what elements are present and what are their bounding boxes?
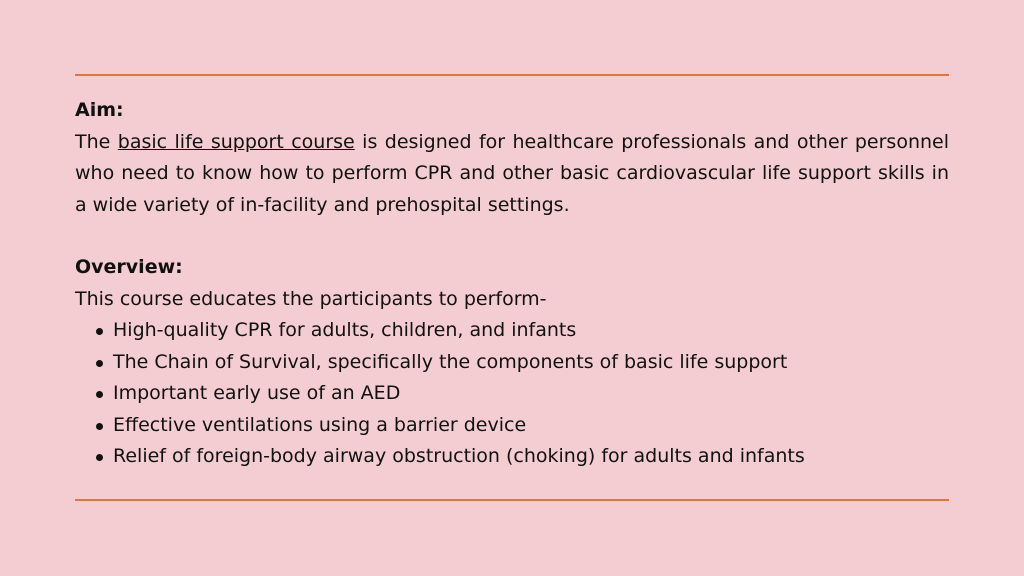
- aim-text-after: is designed for healthcare professionals and other personnel who need to know how to perform CPR and other basic cardiovascular life support skills in a wide variety of in-facility and prehospital settings.: [75, 130, 949, 216]
- list-item-text: The Chain of Survival, specifically the components of basic life support: [113, 350, 788, 373]
- list-item: [75, 441, 949, 473]
- list-item-text: High-quality CPR for adults, children, and infants: [113, 319, 577, 341]
- list-item-text: Relief of foreign-body airway obstruction (choking) for adults and infants: [113, 445, 805, 467]
- aim-text-before: The: [75, 130, 118, 153]
- top-divider: [75, 74, 949, 76]
- basic-life-support-link[interactable]: basic life support course: [117, 130, 355, 153]
- aim-paragraph: [75, 127, 949, 222]
- list-item: [75, 315, 949, 347]
- list-item: [75, 347, 949, 379]
- aim-heading: Aim:: [75, 99, 124, 121]
- bullet-icon: [96, 423, 103, 430]
- section-spacer: [75, 221, 949, 252]
- bullet-icon: [96, 454, 103, 461]
- bottom-divider: [75, 499, 949, 501]
- list-item-text: Effective ventilations using a barrier device: [113, 413, 527, 436]
- list-item-text: Important early use of an AED: [113, 382, 401, 404]
- bullet-icon: [96, 360, 103, 367]
- bullet-icon: [96, 391, 103, 398]
- overview-list: [75, 315, 949, 473]
- list-item: [75, 378, 949, 410]
- overview-intro: This course educates the participants to perform-: [75, 287, 547, 310]
- bullet-icon: [96, 328, 103, 335]
- list-item: [75, 410, 949, 442]
- overview-heading: Overview:: [75, 256, 183, 278]
- slide-content: [75, 95, 949, 473]
